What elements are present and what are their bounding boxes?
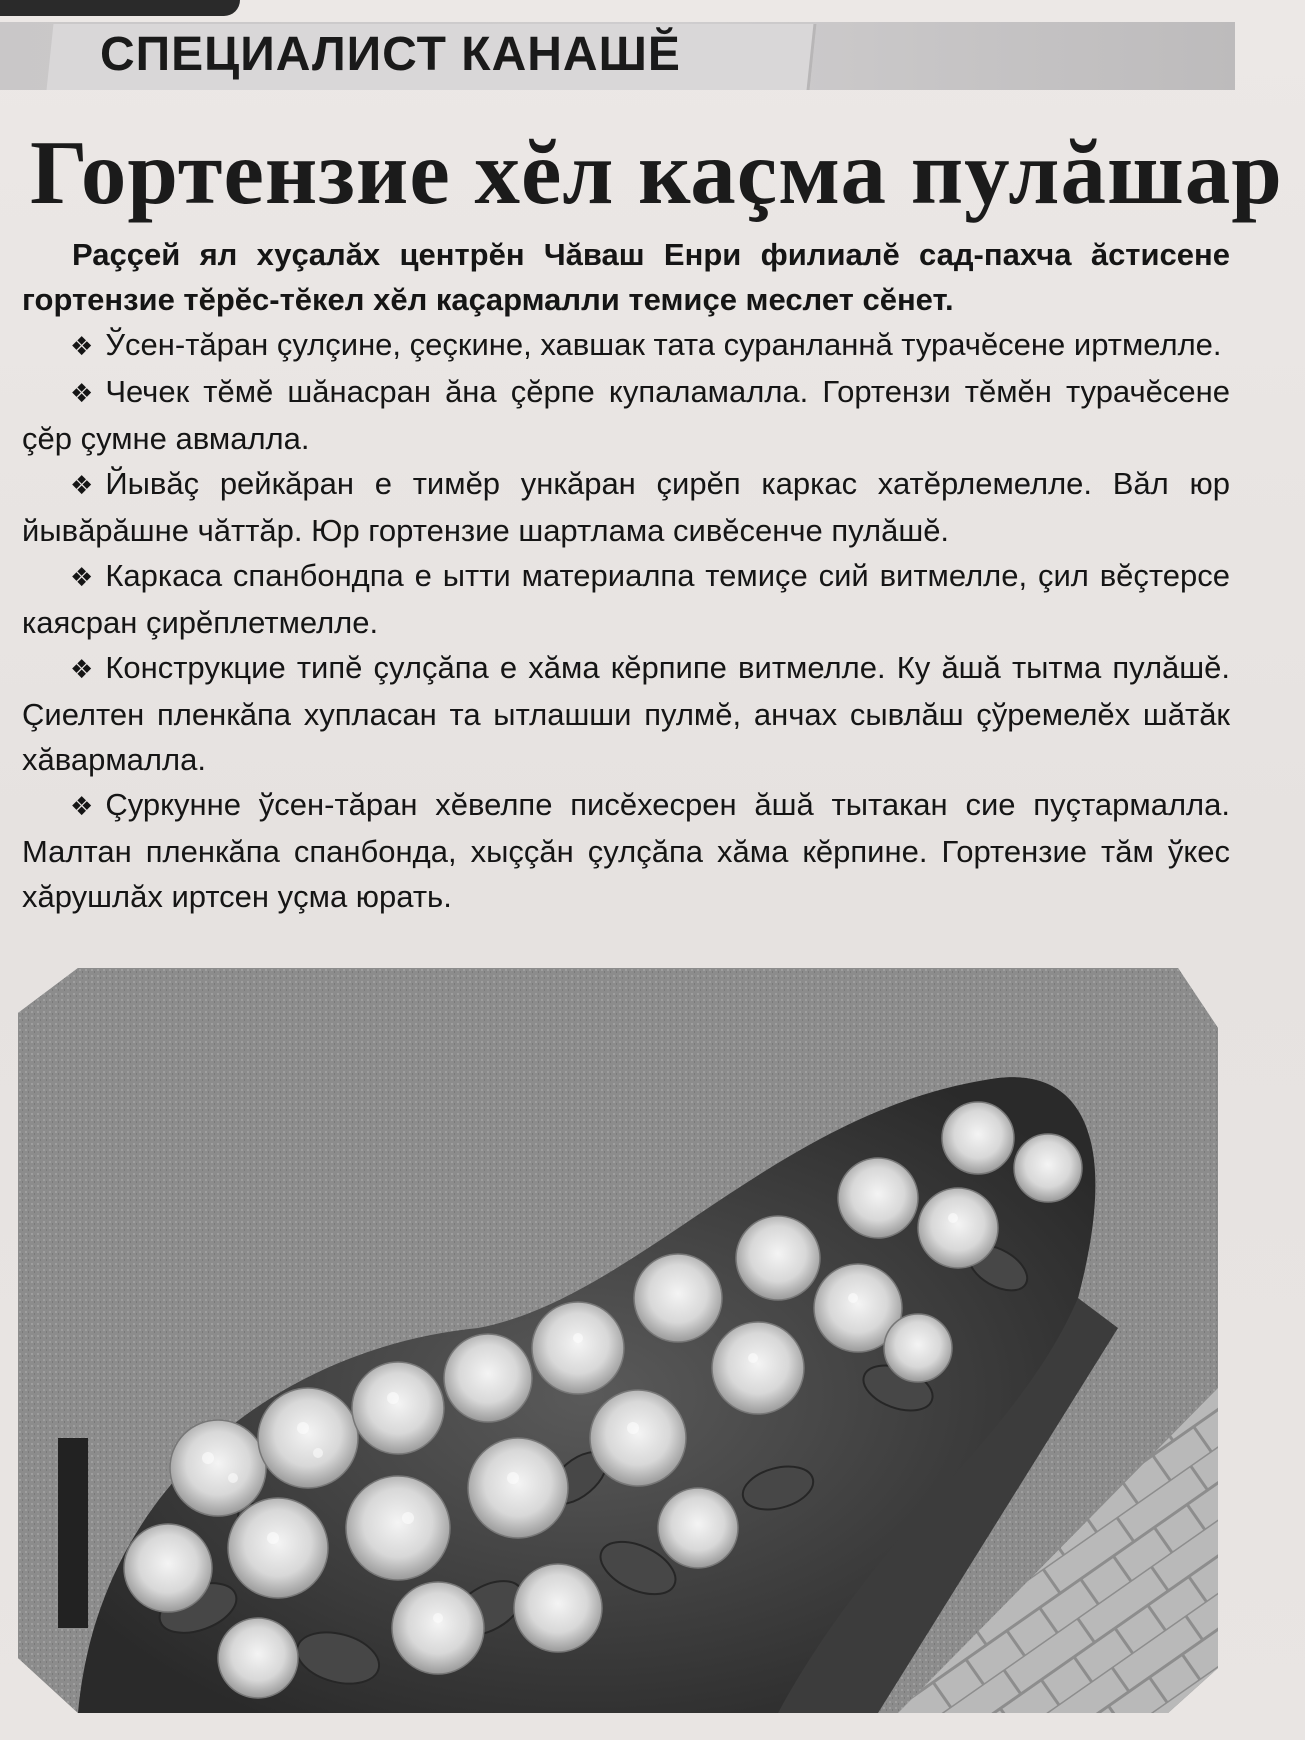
hydrangea-photo — [18, 968, 1218, 1713]
list-item-text: Çуркунне ўсен-тăран хĕвелпе писĕхесрен ăшă тытакан сие пуçтармалла. Малтан пленкăпа спанбонда, хыççăн çулçăпа хăма кĕрпине. Гортензие тăм ўкес хăрушлăх иртсен уçма юрать. — [22, 787, 1230, 914]
bullet-icon: ❖ — [70, 470, 94, 500]
list-item — [22, 782, 1230, 919]
list-item — [22, 645, 1230, 782]
article-lead: Раççей ял хуçалăх центрĕн Чăваш Енри филиалĕ сад-пахча ăстисене гортензие тĕрĕс-тĕкел хĕл каçармалли темиçе меслет сĕнет. — [22, 237, 1230, 317]
article-body — [22, 232, 1230, 919]
bullet-icon: ❖ — [70, 791, 94, 821]
list-item-text: Конструкцие типĕ çулçăпа е хăма кĕрпипе витмелле. Ку ăшă тытма пулăшĕ. Çиелтен пленкăпа хупласан та ытлашши пулмĕ, анчах сывлăш çўремелĕх шăтăк хăвармалла. — [22, 650, 1230, 777]
bullet-icon: ❖ — [70, 378, 94, 408]
list-item — [22, 322, 1230, 369]
bullet-icon: ❖ — [70, 654, 94, 684]
list-item — [22, 553, 1230, 645]
hydrangea-flowerbed-photo-icon — [18, 968, 1218, 1713]
decorative-arc — [0, 0, 240, 16]
list-item — [22, 369, 1230, 461]
bullet-icon: ❖ — [70, 331, 94, 361]
list-item — [22, 461, 1230, 553]
rubric-title: СПЕЦИАЛИСТ КАНАШĔ — [100, 28, 681, 81]
list-item-text: Йывăç рейкăран е тимĕр ункăран çирĕп каркас хатĕрлемелле. Вăл юр йывăрăшне чăттăр. Юр гортензие шартлама сивĕсенче пулăшĕ. — [22, 466, 1230, 548]
list-item-text: Чечек тĕмĕ шăнасран ăна çĕрпе купаламалла. Гортензи тĕмĕн турачĕсене çĕр çумне авмалла. — [22, 374, 1230, 456]
list-item-text: Каркаса спанбондпа е ытти материалпа темиçе сий витмелле, çил вĕçтерсе каясран çирĕплетмелле. — [22, 558, 1230, 640]
bullet-icon: ❖ — [70, 562, 94, 592]
article-headline: Гортензие хĕл каçма пулăшар — [30, 122, 1283, 223]
list-item-text: Ўсен-тăран çулçине, çеçкине, хавшак тата суранланнă турачĕсене иртмелле. — [105, 327, 1222, 362]
